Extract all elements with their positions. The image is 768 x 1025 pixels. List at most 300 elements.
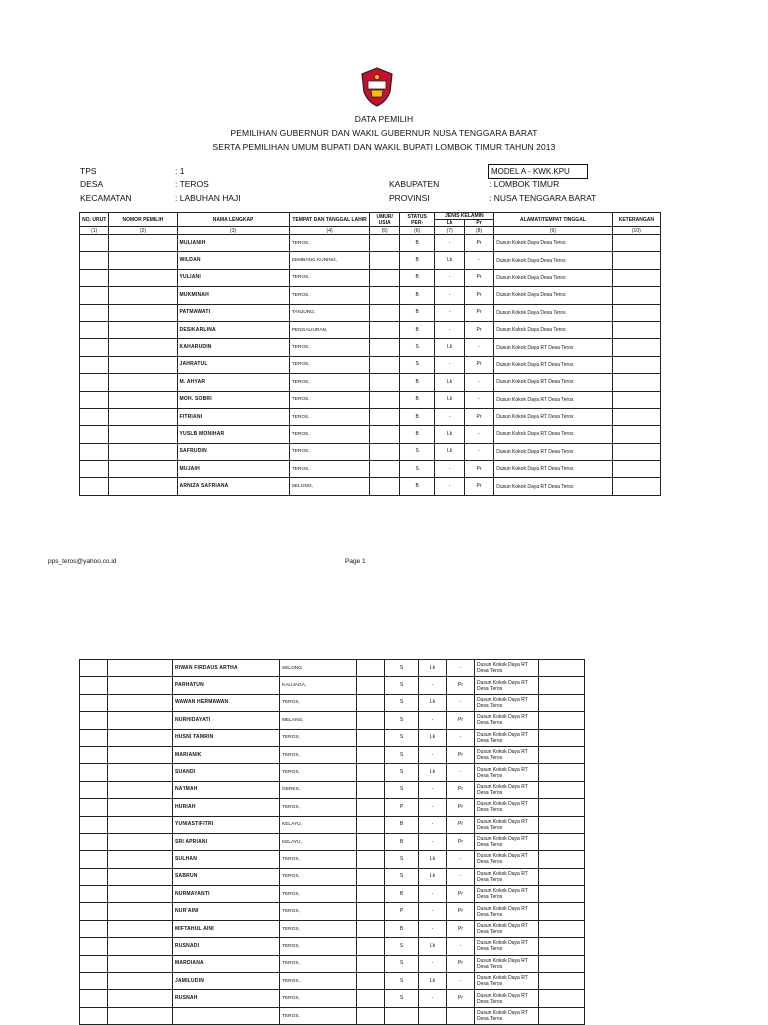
row-nik — [108, 938, 173, 955]
row-nama: PATMAWATI — [177, 304, 289, 321]
row-nama: KAHARUDIN — [177, 339, 289, 356]
row-status: S — [385, 677, 419, 694]
row-umur — [370, 478, 399, 495]
table-row — [80, 938, 585, 955]
row-nik — [108, 920, 173, 937]
row-lk: - — [419, 886, 447, 903]
row-keterangan — [612, 356, 660, 373]
row-umur — [357, 660, 385, 677]
row-lk: Lk — [435, 339, 464, 356]
row-nama: RUSNAH — [173, 990, 280, 1007]
row-status: B — [399, 478, 435, 495]
row-keterangan — [539, 903, 585, 920]
row-nik — [108, 833, 173, 850]
row-ttl: GERES, — [280, 781, 357, 798]
row-umur — [370, 339, 399, 356]
col-status-header: STATUS PER- — [399, 213, 435, 227]
row-no — [80, 1007, 108, 1024]
row-alamat: Dusun Kokok Daya RT Desa Teros — [475, 833, 539, 850]
row-nama: JAMILUDIN — [173, 973, 280, 990]
row-ttl: TEROS, — [289, 339, 370, 356]
row-lk: Lk — [419, 851, 447, 868]
row-umur — [357, 886, 385, 903]
row-nama: NURMAYANTI — [173, 886, 280, 903]
row-nama: DESIKARLINA — [177, 321, 289, 338]
row-no — [80, 920, 108, 937]
row-no — [80, 426, 109, 443]
row-lk: Lk — [435, 252, 464, 269]
row-nama: MOH. SOBRI — [177, 391, 289, 408]
row-alamat: Dusun Kokok Daya Desa Teros — [494, 287, 613, 304]
row-alamat: Dusun Kokok Daya Desa Teros — [494, 235, 613, 252]
col-num: (4) — [289, 227, 370, 235]
row-pr: Pr — [447, 903, 475, 920]
row-nik — [109, 321, 177, 338]
row-pr: Pr — [447, 781, 475, 798]
row-umur — [357, 868, 385, 885]
row-alamat: Dusun Kokok Daya RT Desa Teros — [475, 729, 539, 746]
row-alamat: Dusun Kokok Daya RT Desa Teros — [475, 799, 539, 816]
row-alamat: Dusun Kokok Daya RT Desa Teros — [475, 1007, 539, 1024]
row-no — [80, 374, 109, 391]
row-umur — [370, 461, 399, 478]
row-status: B — [399, 321, 435, 338]
row-nama: MIFTAHUL AINI — [173, 920, 280, 937]
document-subtitle-2: SERTA PEMILIHAN UMUM BUPATI DAN WAKIL BUPATI LOMBOK TIMUR TAHUN 2013 — [212, 142, 556, 152]
row-pr: - — [447, 729, 475, 746]
row-nama: SABRUN — [173, 868, 280, 885]
row-no — [80, 746, 108, 763]
col-no-header: NO. URUT — [80, 213, 109, 227]
row-nama: HUSNI TAMRIN — [173, 729, 280, 746]
row-ttl: TEROS, — [280, 729, 357, 746]
row-alamat: Dusun Kokok Daya RT Desa Teros — [494, 478, 613, 495]
row-umur — [370, 269, 399, 286]
row-nik — [108, 816, 173, 833]
row-status: S — [385, 694, 419, 711]
row-pr: Pr — [447, 746, 475, 763]
row-lk: Lk — [419, 729, 447, 746]
table-row — [80, 886, 585, 903]
table-row — [80, 729, 585, 746]
row-lk: Lk — [419, 973, 447, 990]
row-ttl: TEROS, — [289, 391, 370, 408]
model-box: MODEL A - KWK.KPU — [488, 164, 588, 179]
row-status: S — [399, 461, 435, 478]
row-ttl: TEROS, — [280, 938, 357, 955]
row-nama: NURHIDAYATI — [173, 712, 280, 729]
row-lk: - — [419, 712, 447, 729]
row-pr: - — [447, 764, 475, 781]
row-lk: - — [419, 920, 447, 937]
row-pr: Pr — [464, 408, 493, 425]
table-row — [80, 252, 661, 269]
row-lk: Lk — [419, 764, 447, 781]
row-lk — [419, 1007, 447, 1024]
row-umur — [370, 426, 399, 443]
table-row — [80, 851, 585, 868]
document-subtitle-1: PEMILIHAN GUBERNUR DAN WAKIL GUBERNUR NUSA TENGGARA BARAT — [230, 128, 538, 138]
row-lk: Lk — [419, 868, 447, 885]
row-umur — [370, 235, 399, 252]
row-pr: Pr — [464, 235, 493, 252]
row-alamat: Dusun Kokok Daya RT Desa Teros — [475, 886, 539, 903]
row-status: P — [385, 799, 419, 816]
row-keterangan — [539, 1007, 585, 1024]
row-keterangan — [612, 478, 660, 495]
row-ttl: TEROS, — [280, 903, 357, 920]
table-row — [80, 391, 661, 408]
row-umur — [370, 287, 399, 304]
row-nik — [108, 694, 173, 711]
col-ttl-header: TEMPAT DAN TANGGAL LAHIR — [289, 213, 370, 227]
row-umur — [370, 304, 399, 321]
row-pr: - — [447, 694, 475, 711]
row-alamat: Dusun Kokok Daya RT Desa Teros — [494, 356, 613, 373]
row-ttl: TEROS, — [280, 851, 357, 868]
row-no — [80, 443, 109, 460]
row-status — [385, 1007, 419, 1024]
row-keterangan — [539, 712, 585, 729]
row-umur — [357, 764, 385, 781]
row-alamat: Dusun Kokok Daya RT Desa Teros — [494, 339, 613, 356]
row-umur — [357, 851, 385, 868]
row-lk: - — [419, 955, 447, 972]
row-no — [80, 356, 109, 373]
row-nik — [109, 426, 177, 443]
row-keterangan — [612, 426, 660, 443]
table-row — [80, 374, 661, 391]
row-keterangan — [612, 287, 660, 304]
row-umur — [370, 374, 399, 391]
row-no — [80, 868, 108, 885]
row-keterangan — [539, 868, 585, 885]
table-row — [80, 816, 585, 833]
row-no — [80, 694, 108, 711]
row-pr: - — [447, 938, 475, 955]
row-nik — [109, 339, 177, 356]
row-status: B — [399, 252, 435, 269]
row-pr: - — [447, 851, 475, 868]
row-keterangan — [539, 746, 585, 763]
row-pr: Pr — [447, 712, 475, 729]
provinsi-label: PROVINSI — [389, 193, 430, 203]
row-ttl: TEROS, — [289, 461, 370, 478]
row-keterangan — [539, 764, 585, 781]
row-umur — [357, 816, 385, 833]
row-no — [80, 321, 109, 338]
row-keterangan — [612, 374, 660, 391]
row-umur — [370, 321, 399, 338]
row-nik — [109, 356, 177, 373]
row-pr: - — [464, 252, 493, 269]
row-alamat: Dusun Kokok Daya RT Desa Teros — [475, 712, 539, 729]
row-umur — [357, 694, 385, 711]
row-nama: M. AHYAR — [177, 374, 289, 391]
row-status: B — [399, 391, 435, 408]
row-alamat: Dusun Kokok Daya RT Desa Teros — [475, 677, 539, 694]
row-no — [80, 391, 109, 408]
row-ttl: TANJUNG, — [289, 304, 370, 321]
row-umur — [357, 833, 385, 850]
row-status: S — [385, 764, 419, 781]
table-row — [80, 426, 661, 443]
table-row — [80, 1007, 585, 1024]
row-keterangan — [539, 990, 585, 1007]
row-nama: YUNIASTIFITRI — [173, 816, 280, 833]
row-pr: - — [447, 660, 475, 677]
col-jk-header: JENIS KELAMIN — [435, 213, 494, 220]
row-nama: WILDAN — [177, 252, 289, 269]
voter-table-page-1 — [79, 212, 661, 496]
table-row — [80, 712, 585, 729]
row-keterangan — [539, 955, 585, 972]
row-nik — [108, 903, 173, 920]
row-nama: NA'IMAH — [173, 781, 280, 798]
row-ttl: TEROS, — [289, 426, 370, 443]
row-pr: Pr — [447, 955, 475, 972]
row-pr: Pr — [447, 833, 475, 850]
row-ttl: TEROS, — [280, 920, 357, 937]
row-pr — [447, 1007, 475, 1024]
row-lk: - — [435, 321, 464, 338]
row-alamat: Dusun Kokok Daya RT Desa Teros — [475, 955, 539, 972]
row-alamat: Dusun Kokok Daya Desa Teros — [494, 269, 613, 286]
row-status: S — [399, 339, 435, 356]
row-alamat: Dusun Kokok Daya RT Desa Teros — [494, 391, 613, 408]
row-lk: Lk — [435, 374, 464, 391]
row-status: S — [399, 443, 435, 460]
row-ttl: TEROS, — [289, 374, 370, 391]
row-umur — [370, 252, 399, 269]
row-keterangan — [539, 920, 585, 937]
row-no — [80, 339, 109, 356]
row-ttl: TEROS, — [280, 886, 357, 903]
row-ttl: TEROS, — [289, 356, 370, 373]
table-row — [80, 461, 661, 478]
row-nik — [108, 1007, 173, 1024]
row-nik — [108, 729, 173, 746]
table-row — [80, 677, 585, 694]
row-nama: SRI APRIANI — [173, 833, 280, 850]
row-ttl: TEROS, — [280, 990, 357, 1007]
row-keterangan — [612, 269, 660, 286]
table-row — [80, 833, 585, 850]
row-ttl: KEMBANG KUNING, — [289, 252, 370, 269]
row-keterangan — [612, 321, 660, 338]
row-ttl: TEROS, — [280, 1007, 357, 1024]
row-nik — [108, 677, 173, 694]
row-nik — [108, 955, 173, 972]
row-keterangan — [612, 235, 660, 252]
footer-page-number: Page 1 — [345, 558, 366, 565]
row-umur — [357, 1007, 385, 1024]
table-row — [80, 339, 661, 356]
row-nama: ARNIZA SAFRIANA — [177, 478, 289, 495]
row-nik — [108, 660, 173, 677]
row-keterangan — [539, 938, 585, 955]
row-lk: - — [435, 408, 464, 425]
row-lk: - — [419, 990, 447, 1007]
col-alamat-header: ALAMAT/TEMPAT TINGGAL — [494, 213, 613, 227]
row-lk: Lk — [435, 443, 464, 460]
row-status: S — [385, 660, 419, 677]
row-no — [80, 478, 109, 495]
table-row — [80, 990, 585, 1007]
row-alamat: Dusun Kokok Daya RT Desa Teros — [494, 408, 613, 425]
table-row — [80, 443, 661, 460]
table-row — [80, 920, 585, 937]
row-nik — [108, 799, 173, 816]
row-alamat: Dusun Kokok Daya RT Desa Teros — [475, 660, 539, 677]
row-alamat: Dusun Kokok Daya RT Desa Teros — [475, 990, 539, 1007]
col-num: (7) — [435, 227, 464, 235]
col-nik-header: NOMOR PEMILIH — [109, 213, 177, 227]
row-ttl: PENGALIURAN, — [289, 321, 370, 338]
row-lk: - — [419, 781, 447, 798]
row-pr: - — [464, 339, 493, 356]
row-keterangan — [612, 252, 660, 269]
table-row — [80, 903, 585, 920]
table-row — [80, 973, 585, 990]
col-num: (8) — [464, 227, 493, 235]
row-alamat: Dusun Kokok Daya RT Desa Teros — [475, 746, 539, 763]
row-nama: NUR'AINI — [173, 903, 280, 920]
table-row — [80, 235, 661, 252]
row-nama: MUKMINAH — [177, 287, 289, 304]
row-status: B — [399, 235, 435, 252]
row-status: S — [385, 712, 419, 729]
table-row — [80, 408, 661, 425]
row-status: B — [399, 304, 435, 321]
table-row — [80, 764, 585, 781]
row-status: B — [399, 426, 435, 443]
row-umur — [357, 712, 385, 729]
col-num: (6) — [399, 227, 435, 235]
col-num: (1) — [80, 227, 109, 235]
table-row — [80, 799, 585, 816]
row-ttl: TEROS, — [280, 868, 357, 885]
row-umur — [357, 955, 385, 972]
row-nama: RUSNADI — [173, 938, 280, 955]
row-pr: Pr — [464, 321, 493, 338]
row-nama: SUANDI — [173, 764, 280, 781]
row-nik — [109, 443, 177, 460]
row-keterangan — [539, 799, 585, 816]
row-ttl: TEROS, — [280, 746, 357, 763]
row-alamat: Dusun Kokok Daya Desa Teros — [494, 304, 613, 321]
row-nama: FITRIANI — [177, 408, 289, 425]
row-status: S — [385, 990, 419, 1007]
kecamatan-value: : LABUHAN HAJI — [175, 193, 241, 203]
col-ket-header: KETERANGAN — [612, 213, 660, 227]
row-alamat: Dusun Kokok Daya RT Desa Teros — [475, 938, 539, 955]
row-lk: - — [419, 816, 447, 833]
row-status: P — [385, 903, 419, 920]
kabupaten-label: KABUPATEN — [389, 179, 440, 189]
row-nama: MARDIANA — [173, 955, 280, 972]
row-nama: JAHRATUL — [177, 356, 289, 373]
row-keterangan — [539, 677, 585, 694]
row-keterangan — [539, 851, 585, 868]
row-no — [80, 764, 108, 781]
row-nama: MULIANIH — [177, 235, 289, 252]
row-nik — [109, 235, 177, 252]
row-ttl: TEROS, — [280, 955, 357, 972]
row-ttl: TEROS, — [289, 269, 370, 286]
row-lk: - — [419, 677, 447, 694]
provinsi-value: : NUSA TENGGARA BARAT — [489, 193, 597, 203]
row-nik — [108, 712, 173, 729]
row-umur — [357, 781, 385, 798]
row-umur — [357, 746, 385, 763]
row-no — [80, 955, 108, 972]
row-umur — [357, 938, 385, 955]
row-status: B — [399, 408, 435, 425]
row-no — [80, 269, 109, 286]
row-alamat: Dusun Kokok Daya RT Desa Teros — [475, 764, 539, 781]
row-nik — [108, 886, 173, 903]
row-no — [80, 903, 108, 920]
row-alamat: Dusun Kokok Daya RT Desa Teros — [475, 920, 539, 937]
footer-email: pps_teros@yahoo.co.id — [48, 558, 117, 565]
row-pr: Pr — [464, 461, 493, 478]
row-status: B — [399, 287, 435, 304]
row-status: S — [385, 955, 419, 972]
row-nama: SULHAN — [173, 851, 280, 868]
row-lk: - — [419, 903, 447, 920]
row-pr: - — [464, 443, 493, 460]
col-umur-header: UMUR/ USIA — [370, 213, 399, 227]
row-status: S — [399, 356, 435, 373]
table-row — [80, 269, 661, 286]
row-pr: Pr — [464, 478, 493, 495]
row-pr: - — [447, 868, 475, 885]
row-nik — [108, 781, 173, 798]
row-nik — [109, 478, 177, 495]
row-nik — [108, 973, 173, 990]
row-keterangan — [539, 694, 585, 711]
row-keterangan — [612, 443, 660, 460]
row-status: S — [385, 851, 419, 868]
row-alamat: Dusun Kokok Daya RT Desa Teros — [494, 374, 613, 391]
row-keterangan — [612, 461, 660, 478]
col-num: (5) — [370, 227, 399, 235]
row-alamat: Dusun Kokok Daya RT Desa Teros — [475, 851, 539, 868]
table-row — [80, 955, 585, 972]
row-status: B — [385, 816, 419, 833]
row-nama: SAFRUDIN — [177, 443, 289, 460]
col-pr-header: Pr — [464, 220, 493, 227]
col-nama-header: NAMA LENGKAP — [177, 213, 289, 227]
row-status: B — [385, 886, 419, 903]
tps-value: : 1 — [175, 166, 185, 176]
row-no — [80, 287, 109, 304]
row-keterangan — [612, 408, 660, 425]
row-keterangan — [612, 339, 660, 356]
row-nama — [173, 1007, 280, 1024]
row-nama: MUJAIH — [177, 461, 289, 478]
row-lk: Lk — [435, 391, 464, 408]
row-no — [80, 461, 109, 478]
row-pr: - — [464, 391, 493, 408]
row-nik — [108, 764, 173, 781]
col-num: (2) — [109, 227, 177, 235]
row-lk: - — [435, 287, 464, 304]
row-pr: Pr — [447, 799, 475, 816]
row-umur — [357, 799, 385, 816]
kabupaten-value: : LOMBOK TIMUR — [489, 179, 560, 189]
